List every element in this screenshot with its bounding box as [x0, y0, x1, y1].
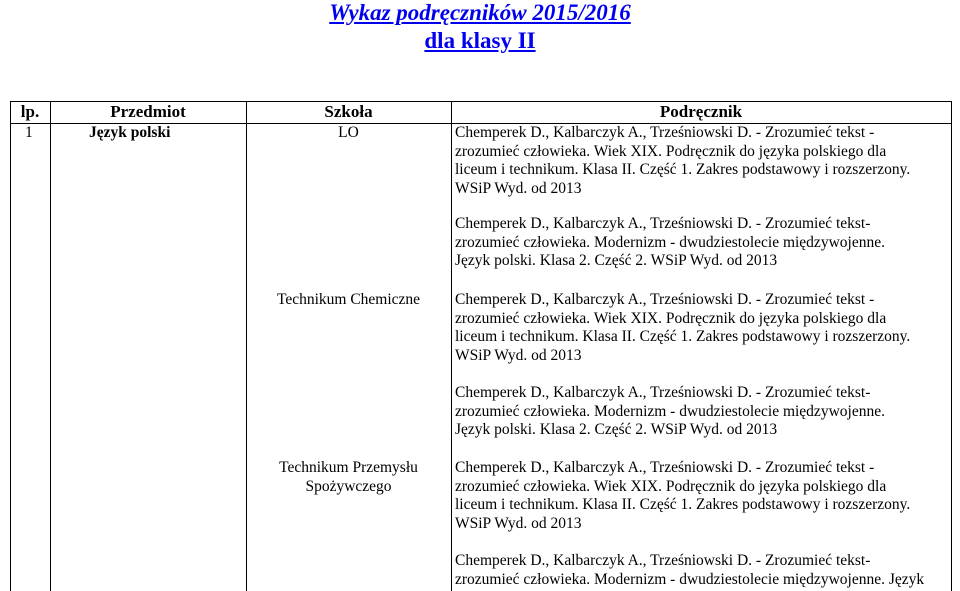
textbook-entry: Chemperek D., Kalbarczyk A., Trześniowski D. - Zrozumieć tekst - zrozumieć człowieka. Wiek XIX. Podręcznik do języka polskiego dla liceum i technikum. Klasa II. Część 1. Zakres podstawowy i rozszerzony. WSiP Wyd. od 2013	[455, 459, 911, 532]
column-divider-subject	[50, 101, 51, 591]
textbook-entry: Chemperek D., Kalbarczyk A., Trześniowski D. - Zrozumieć tekst - zrozumieć człowieka. Wiek XIX. Podręcznik do języka polskiego dla liceum i technikum. Klasa II. Część 1. Zakres podstawowy i rozszerzony. WSiP Wyd. od 2013	[455, 124, 911, 197]
school-line: Technikum Przemysłu	[279, 459, 418, 476]
textbook-entry: Chemperek D., Kalbarczyk A., Trześniowski D. - Zrozumieć tekst- zrozumieć człowieka. Modernizm - dwudziestolecie międzywojenne. Język polski. Klasa 2. Część 2. WSiP Wyd. od 2013	[455, 384, 885, 439]
column-divider-lp	[10, 101, 11, 591]
textbook-entry: Chemperek D., Kalbarczyk A., Trześniowski D. - Zrozumieć tekst- zrozumieć człowieka. Modernizm - dwudziestolecie międzywojenne. Język	[455, 552, 925, 588]
header-lp: lp.	[20, 102, 40, 121]
school-lo: LO	[338, 124, 359, 141]
header-textbook: Podręcznik	[659, 102, 743, 121]
header-school: Szkoła	[324, 102, 373, 121]
document-title: Wykaz podręczników 2015/2016	[329, 0, 631, 25]
row-subject: Język polski	[89, 124, 171, 141]
column-divider-textbook	[451, 101, 452, 591]
row-lp: 1	[25, 124, 33, 141]
textbook-entry: Chemperek D., Kalbarczyk A., Trześniowski D. - Zrozumieć tekst- zrozumieć człowieka. Modernizm - dwudziestolecie międzywojenne. Język polski. Klasa 2. Część 2. WSiP Wyd. od 2013	[455, 215, 885, 270]
column-divider-school	[246, 101, 247, 591]
header-subject: Przedmiot	[110, 102, 186, 121]
document-subtitle: dla klasy II	[424, 28, 536, 53]
school-technikum-chemiczne: Technikum Chemiczne	[276, 291, 421, 308]
table-right-border	[951, 101, 952, 591]
school-line: Spożywczego	[305, 477, 392, 495]
school-technikum-przemyslu	[246, 459, 451, 496]
textbook-entry: Chemperek D., Kalbarczyk A., Trześniowski D. - Zrozumieć tekst - zrozumieć człowieka. Wiek XIX. Podręcznik do języka polskiego dla liceum i technikum. Klasa II. Część 1. Zakres podstawowy i rozszerzony. WSiP Wyd. od 2013	[455, 291, 911, 364]
